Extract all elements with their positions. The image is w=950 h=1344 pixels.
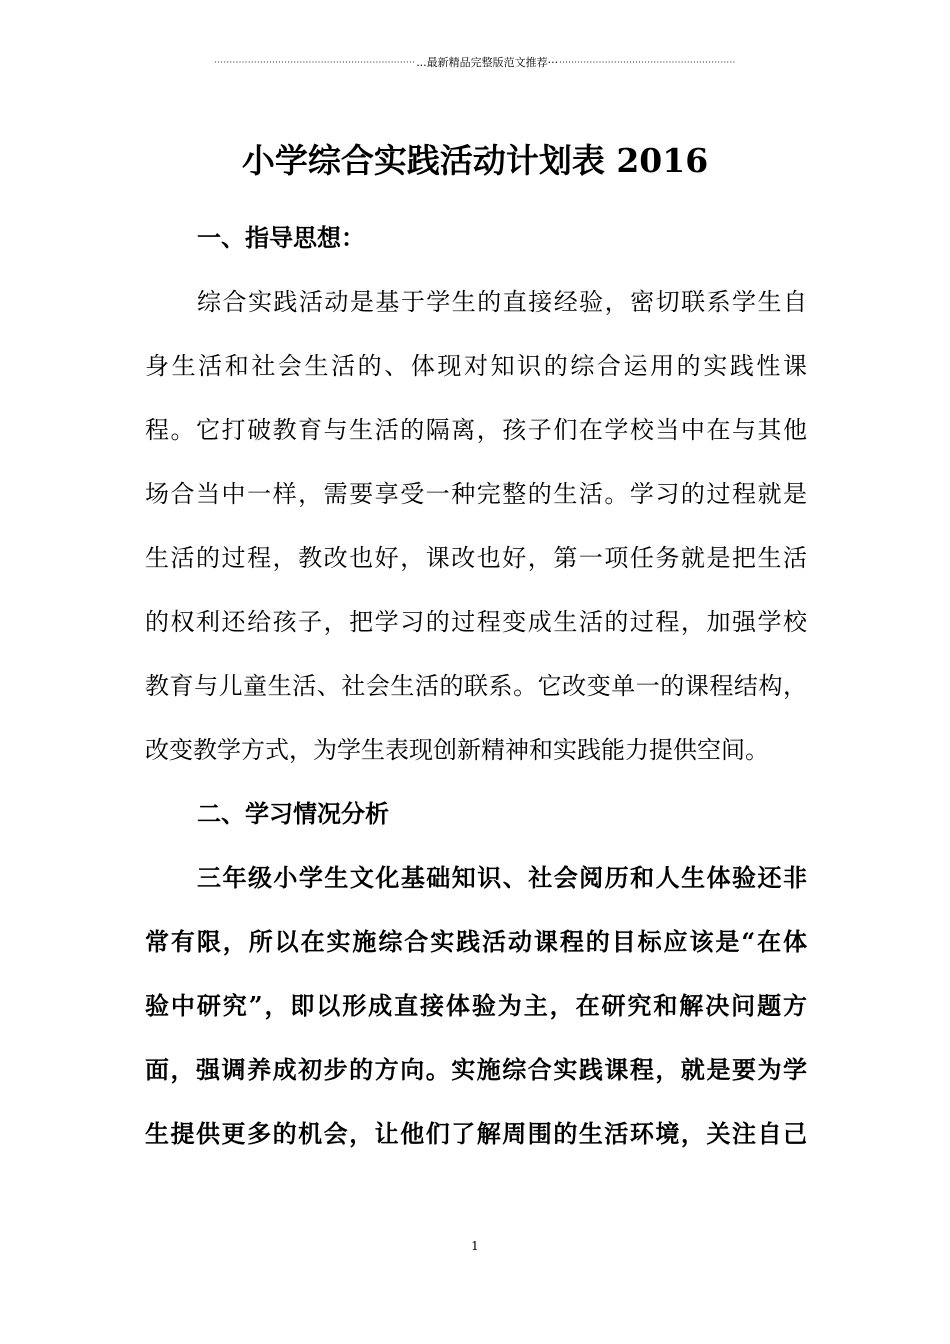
- document-body: [145, 206, 807, 1166]
- text-line: 场合当中一样，需要享受一种完整的生活。学习的过程就是: [145, 480, 807, 508]
- section-heading-guiding-thought: 一、指导思想：: [197, 223, 365, 252]
- text-line: 改变教学方式，为学生表现创新精神和实践能力提供空间。: [145, 736, 769, 764]
- header-dots-left: ··································································: [214, 58, 416, 67]
- text-line: 的权利还给孩子，把学习的过程变成生活的过程，加强学校: [145, 608, 807, 636]
- page-number: 1: [471, 1239, 479, 1253]
- text-line: 验中研究”，即以形成直接体验为主，在研究和解决问题方: [145, 991, 807, 1020]
- text-line: 常有限，所以在实施综合实践活动课程的目标应该是“在体: [145, 927, 807, 956]
- text-line: 程。它打破教育与生活的隔离，孩子们在学校当中在与其他: [145, 416, 807, 444]
- running-header: [195, 56, 755, 70]
- text-line: 三年级小学生文化基础知识、社会阅历和人生体验还非: [197, 863, 807, 892]
- text-line: 面，强调养成初步的方向。实施综合实践课程，就是要为学: [145, 1055, 807, 1084]
- header-dots-right: ··························································: [559, 58, 736, 67]
- document-title: 小学综合实践活动计划表 2016: [241, 141, 709, 180]
- text-line: 教育与儿童生活、社会生活的联系。它改变单一的课程结构，: [145, 672, 807, 700]
- paragraph-guiding-thought: [145, 270, 807, 782]
- text-line: 综合实践活动是基于学生的直接经验，密切联系学生自: [197, 288, 807, 316]
- paragraph-learning-analysis: [145, 846, 807, 1166]
- text-line: 生提供更多的机会，让他们了解周围的生活环境，关注自己: [145, 1119, 807, 1148]
- text-line: 生活的过程，教改也好，课改也好，第一项任务就是把生活: [145, 544, 807, 572]
- section-heading-learning-analysis: 二、学习情况分析: [197, 799, 389, 828]
- text-line: 身生活和社会生活的、体现对知识的综合运用的实践性课: [145, 352, 807, 380]
- header-text: ...最新精品完整版范文推荐···: [416, 56, 559, 69]
